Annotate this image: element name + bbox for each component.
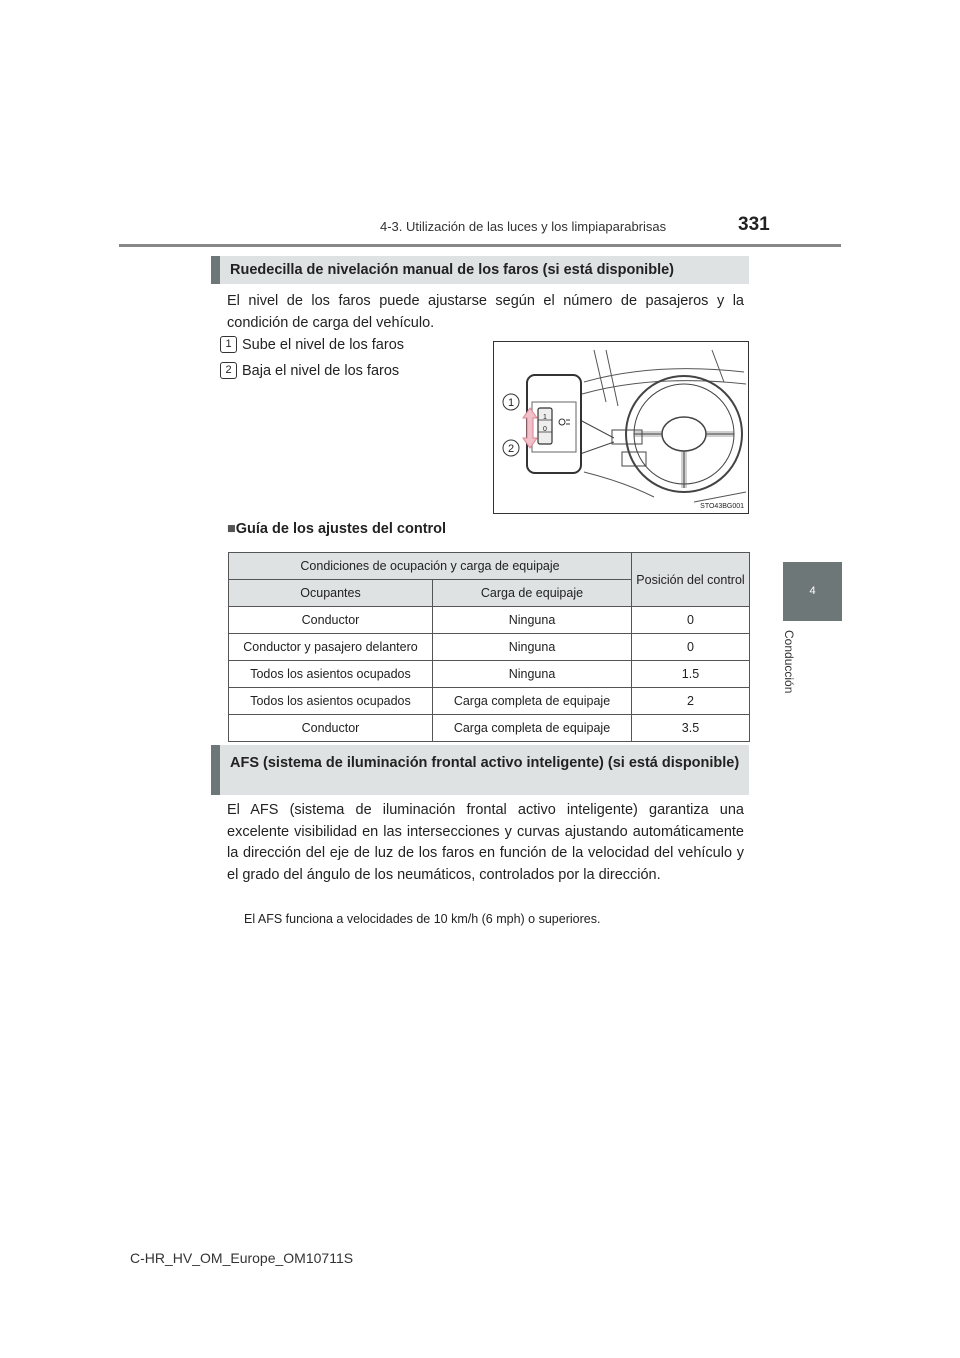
section-title-afs: AFS (sistema de iluminación frontal activo inteligente) (si está disponible)	[211, 745, 749, 795]
leveling-dial-figure	[493, 341, 749, 514]
dashboard-illustration	[494, 342, 748, 513]
chapter-number: 4	[809, 585, 816, 597]
dial-mark-1: 1	[543, 414, 547, 421]
cell-load: Ninguna	[433, 607, 632, 634]
dial-mark-0: 0	[543, 426, 547, 433]
table-header-load: Carga de equipaje	[433, 580, 632, 607]
item-text-lower: Baja el nivel de los faros	[242, 363, 400, 379]
header-section-title: 4-3. Utilización de las luces y los limpiaparabrisas	[380, 219, 667, 234]
afs-note: El AFS funciona a velocidades de 10 km/h (6 mph) o superiores.	[244, 912, 601, 926]
section-title-leveling: Ruedecilla de nivelación manual de los faros (si está disponible)	[211, 256, 749, 284]
table-row	[229, 607, 750, 634]
item-text-raise: Sube el nivel de los faros	[242, 337, 405, 353]
leveling-intro: El nivel de los faros puede ajustarse según el número de pasajeros y la condición de carga del vehículo.	[227, 293, 744, 331]
cell-occupants: Todos los asientos ocupados	[229, 661, 433, 688]
guide-subheading	[227, 521, 446, 537]
item-badge-2: 2	[220, 362, 237, 379]
chapter-label-wrap	[760, 630, 820, 710]
figure-callout-1: 1	[507, 397, 515, 409]
table-header-position: Posición del control	[632, 553, 750, 607]
header-rule	[119, 244, 841, 247]
table-row	[229, 661, 750, 688]
cell-occupants: Todos los asientos ocupados	[229, 688, 433, 715]
table-header-occupants: Ocupantes	[229, 580, 433, 607]
chapter-tab	[783, 562, 842, 621]
cell-occupants: Conductor	[229, 715, 433, 742]
chapter-label: Conducción	[782, 630, 796, 694]
cell-occupants: Conductor y pasajero delantero	[229, 634, 433, 661]
item-badge-1: 1	[220, 336, 237, 353]
cell-position: 0	[632, 634, 750, 661]
table-row	[229, 688, 750, 715]
cell-position: 3.5	[632, 715, 750, 742]
cell-load: Carga completa de equipaje	[433, 688, 632, 715]
cell-position: 2	[632, 688, 750, 715]
table-row	[229, 715, 750, 742]
cell-load: Carga completa de equipaje	[433, 715, 632, 742]
figure-callout-2: 2	[507, 443, 515, 455]
page-number: 331	[738, 214, 770, 235]
bullet-square: ■	[227, 521, 236, 537]
guide-title: Guía de los ajustes del control	[235, 521, 447, 537]
cell-load: Ninguna	[433, 634, 632, 661]
figure-code: STO43BG001	[700, 503, 744, 510]
footer-document-code: C-HR_HV_OM_Europe_OM10711S	[130, 1250, 354, 1266]
cell-position: 0	[632, 607, 750, 634]
control-settings-table	[228, 552, 750, 742]
cell-load: Ninguna	[433, 661, 632, 688]
cell-position: 1.5	[632, 661, 750, 688]
table-header-conditions: Condiciones de ocupación y carga de equipaje	[229, 553, 632, 580]
cell-occupants: Conductor	[229, 607, 433, 634]
table-row	[229, 634, 750, 661]
afs-description: El AFS (sistema de iluminación frontal activo inteligente) garantiza una excelente visibilidad en las intersecciones y curvas ajustando automáticamente la dirección del eje de luz de los faros en función de la velocidad del vehículo y el grado del ángulo de los neumáticos, controlados por la dirección.	[227, 802, 744, 883]
